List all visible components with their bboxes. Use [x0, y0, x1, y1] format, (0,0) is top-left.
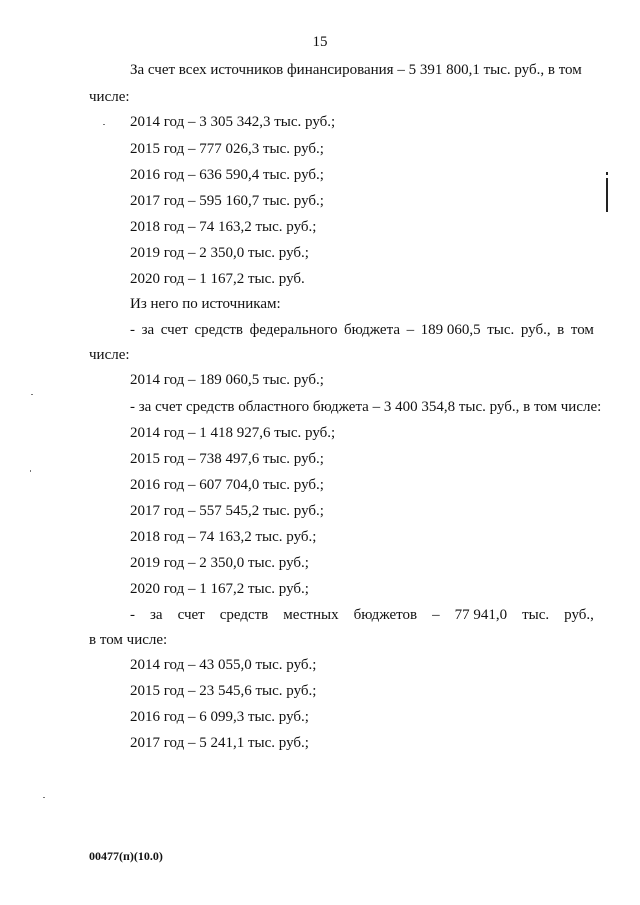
text-line: 2020 год – 1 167,2 тыс. руб.; [130, 581, 309, 597]
text-line: За счет всех источников финансирования – 5 391 800,1 тыс. руб., в том [130, 62, 582, 78]
scan-artifact [606, 178, 608, 212]
text-line: в том числе: [89, 632, 168, 648]
justified-line-federal [130, 321, 594, 339]
word: средств [219, 607, 269, 623]
word: - [130, 322, 135, 338]
word: – [406, 322, 415, 338]
text-line: 2015 год – 23 545,6 тыс. руб.; [130, 683, 317, 699]
text-line: 2017 год – 5 241,1 тыс. руб.; [130, 735, 309, 751]
text-line: 2016 год – 607 704,0 тыс. руб.; [130, 477, 324, 493]
word: 189 060,5 [420, 322, 481, 338]
text-line: 2018 год – 74 163,2 тыс. руб.; [130, 529, 317, 545]
text-line: числе: [89, 347, 130, 363]
word: местных [283, 607, 339, 623]
word: федерального [249, 322, 338, 338]
text-line: 2015 год – 738 497,6 тыс. руб.; [130, 451, 324, 467]
word: – [432, 607, 440, 623]
page-number: 15 [312, 34, 328, 50]
word: за [141, 322, 155, 338]
text-line: 2017 год – 595 160,7 тыс. руб.; [130, 193, 324, 209]
footer-code: 00477(п)(10.0) [89, 849, 163, 863]
text-line: 2017 год – 557 545,2 тыс. руб.; [130, 503, 324, 519]
word: счет [177, 607, 205, 623]
text-line: 2019 год – 2 350,0 тыс. руб.; [130, 245, 309, 261]
text-line: 2014 год – 3 305 342,3 тыс. руб.; [130, 114, 336, 130]
scan-speck [103, 124, 105, 125]
scan-speck [30, 470, 31, 472]
word: тыс. [487, 322, 515, 338]
text-line: 2015 год – 777 026,3 тыс. руб.; [130, 141, 324, 157]
word: руб., [564, 607, 594, 623]
text-line: 2016 год – 6 099,3 тыс. руб.; [130, 709, 309, 725]
word: 77 941,0 [454, 607, 508, 623]
word: том [570, 322, 594, 338]
text-line: 2020 год – 1 167,2 тыс. руб. [130, 271, 305, 287]
text-line: 2014 год – 1 418 927,6 тыс. руб.; [130, 425, 336, 441]
word: тыс. [522, 607, 550, 623]
word: за [150, 607, 163, 623]
text-line: 2019 год – 2 350,0 тыс. руб.; [130, 555, 309, 571]
word: счет [160, 322, 188, 338]
word: средств [194, 322, 243, 338]
text-line: - за счет средств областного бюджета – 3 400 354,8 тыс. руб., в том числе: [130, 399, 602, 415]
text-line: Из него по источникам: [130, 296, 281, 312]
text-line: 2018 год – 74 163,2 тыс. руб.; [130, 219, 317, 235]
scan-speck [31, 394, 33, 395]
text-line: 2014 год – 43 055,0 тыс. руб.; [130, 657, 317, 673]
justified-line-local [130, 606, 594, 624]
word: бюджетов [353, 607, 418, 623]
text-line: числе: [89, 89, 130, 105]
scan-speck [43, 797, 45, 798]
word: в [557, 322, 565, 338]
word: бюджета [344, 322, 400, 338]
word: - [130, 607, 135, 623]
text-line: 2016 год – 636 590,4 тыс. руб.; [130, 167, 324, 183]
word: руб., [520, 322, 551, 338]
scan-artifact [606, 172, 608, 175]
text-line: 2014 год – 189 060,5 тыс. руб.; [130, 372, 324, 388]
